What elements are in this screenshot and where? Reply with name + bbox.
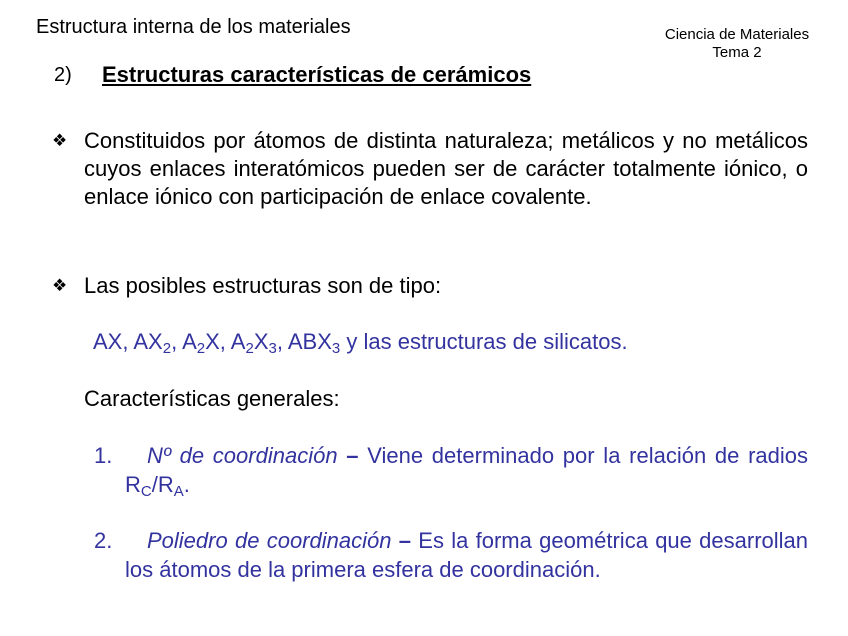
general-characteristics-heading: Características generales: xyxy=(84,386,340,411)
structure-formulas: AX, $AX_2$, $A_2X$, $A_2X_3$, $ABX_3$ y las estructuras de silicatos. xyxy=(93,329,628,357)
term-coordination-number: Nº de coordinación xyxy=(147,443,338,468)
section-number: 2) xyxy=(54,64,72,86)
bullet-diamond-icon: ❖ xyxy=(52,131,68,150)
topic-number: Tema 2 xyxy=(712,44,762,61)
bullet-paragraph-structures: Las posibles estructuras son de tipo: xyxy=(84,273,442,298)
list-item xyxy=(94,526,808,584)
term-coordination-polyhedron: Poliedro de coordinación xyxy=(147,528,392,553)
course-label xyxy=(652,26,822,62)
section-title: Estructuras características de cerámicos xyxy=(102,62,532,87)
list-item-number: 2. xyxy=(94,528,113,553)
list-item xyxy=(94,441,808,499)
list-item-body: Poliedro de coordinación – Es la forma geométrica que desarrollan los átomos de la primera esfera de coordinación. xyxy=(125,528,809,582)
course-name: Ciencia de Materiales xyxy=(664,26,810,43)
bullet-paragraph-constituents: Constituidos por átomos de distinta naturaleza; metálicos y no metálicos cuyos enlaces interatómicos pueden ser de carácter totalmente iónico, o enlace iónico con participación de enlace covalente. xyxy=(84,128,808,209)
list-item-body: Nº de coordinación – Viene determinado por la relación de radios $R_C/R_A$. xyxy=(125,443,808,500)
bullet-diamond-icon: ❖ xyxy=(52,276,68,295)
list-item-number: 1. xyxy=(94,443,113,468)
slide-header-title: Estructura interna de los materiales xyxy=(36,16,351,38)
